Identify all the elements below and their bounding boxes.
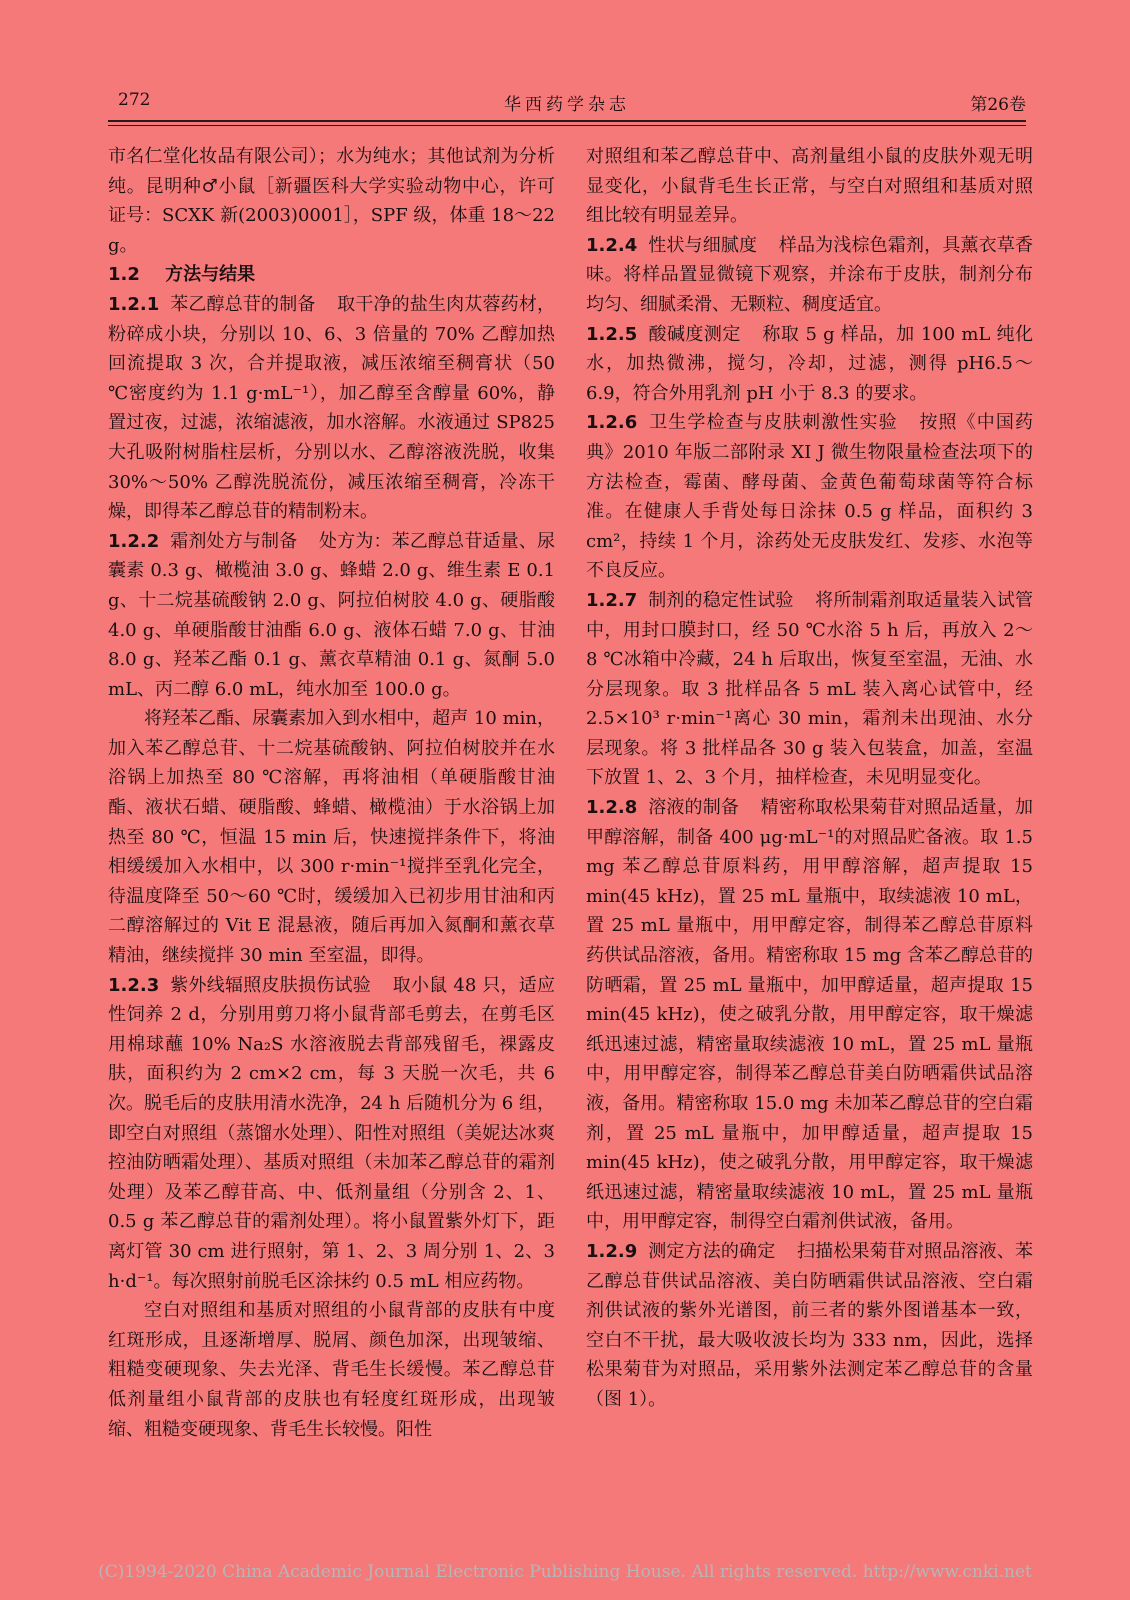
section-number: 1.2.2 [108, 530, 160, 552]
section-title: 方法与结果 [165, 264, 256, 286]
paragraph: 空白对照组和基质对照组的小鼠背部的皮肤有中度红斑形成，且逐渐增厚、脱屑、颜色加深，出现皱缩、粗糙变硬现象、失去光泽、背毛生长缓慢。苯乙醇总苷低剂量组小鼠背部的皮肤也有轻度红斑形成，出现皱缩、粗糙变硬现象、背毛生长较慢。阳性 [108, 1300, 555, 1440]
section-title: 溶液的制备 [648, 797, 740, 819]
section-title: 紫外线辐照皮肤损伤试验 [170, 974, 372, 996]
left-column [108, 142, 555, 1444]
section-title: 卫生学检查与皮肤刺激性实验 [648, 412, 898, 434]
section-1-2-2 [108, 527, 555, 705]
section-title: 制剂的稳定性试验 [648, 589, 794, 611]
paragraph: 将羟苯乙酯、尿囊素加入到水相中，超声 10 min，加入苯乙醇总苷、十二烷基硫酸钠、阿拉伯树胶并在水浴锅上加热至 80 ℃溶解，再将油相（单硬脂酸甘油酯、液状石蜡、硬脂酸、蜂蜡、橄榄油）于水浴锅上加热至 80 ℃，恒温 15 min 后，快速搅拌条件下，将油相缓缓加入水相中，以 300 r·min⁻¹搅拌至乳化完全，待温度降至 50～60 ℃时，缓缓加入已初步用甘油和丙二醇溶解过的 Vit E 混悬液，随后再加入氮酮和薰衣草精油，继续搅拌 30 min 至室温，即得。 [108, 708, 555, 967]
section-text: 样品为浅棕色霜剂，具薰衣草香味。将样品置显微镜下观察，并涂布于皮肤，制剂分布均匀、细腻柔滑、无颗粒、稠度适宜。 [586, 234, 1034, 315]
section-number: 1.2.8 [586, 797, 638, 819]
section-number: 1.2 [108, 264, 140, 286]
section-1-2-8 [586, 793, 1033, 1237]
section-heading-1-2 [108, 260, 555, 290]
section-title: 酸碱度测定 [648, 323, 741, 345]
section-number: 1.2.6 [586, 412, 638, 434]
section-1-2-9 [586, 1237, 1033, 1415]
section-number: 1.2.5 [586, 323, 638, 345]
section-number: 1.2.7 [586, 589, 638, 611]
section-text: 取小鼠 48 只，适应性饲养 2 d，分别用剪刀将小鼠背部毛剪去，在剪毛区用棉球蘸 10% Na₂S 水溶液脱去背部残留毛，裸露皮肤，面积约为 2 cm×2 cm，每 3 天脱一次毛，共 6 次。脱毛后的皮肤用清水洗净，24 h 后随机分为 6 组，即空白对照组（蒸馏水处理）、阳性对照组（美妮达冰爽控油防晒霜处理）、基质对照组（未加苯乙醇总苷的霜剂处理）及苯乙醇苷高、中、低剂量组（分别含 2、1、0.5 g 苯乙醇总苷的霜剂处理）。将小鼠置紫外灯下，距离灯管 30 cm 进行照射，第 1、2、3 周分别 1、2、3 h·d⁻¹。每次照射前脱毛区涂抹约 0.5 mL 相应药物。 [108, 974, 555, 1292]
section-text: 取干净的盐生肉苁蓉药材，粉碎成小块，分别以 10、6、3 倍量的 70% 乙醇加热回流提取 3 次，合并提取液，减压浓缩至稠膏状（50 ℃密度约为 1.1 g·mL⁻¹），加乙醇至含醇量 60%，静置过夜，过滤，浓缩滤液，加水溶解。水液通过 SP825 大孔吸附树脂柱层析，分别以水、乙醇溶液洗脱，收集 30%～50% 乙醇洗脱流份，减压浓缩至稠膏，冷冻干燥，即得苯乙醇总苷的精制粉末。 [108, 293, 556, 523]
section-title: 苯乙醇总苷的制备 [170, 293, 316, 315]
section-number: 1.2.1 [108, 293, 160, 315]
section-number: 1.2.9 [586, 1240, 638, 1262]
paragraph: 市名仁堂化妆品有限公司）；水为纯水；其他试剂为分析纯。昆明种♂小鼠［新疆医科大学实验动物中心，许可证号：SCXK 新(2003)0001］，SPF 级，体重 18～22 g。 [108, 146, 555, 256]
section-title: 霜剂处方与制备 [170, 530, 298, 552]
paragraph: 对照组和苯乙醇总苷中、高剂量组小鼠的皮肤外观无明显变化，小鼠背毛生长正常，与空白对照组和基质对照组比较有明显差异。 [586, 146, 1033, 227]
page-number: 272 [118, 90, 151, 110]
section-title: 性状与细腻度 [648, 234, 758, 256]
section-text: 称取 5 g 样品，加 100 mL 纯化水，加热微沸，搅匀，冷却，过滤，测得 pH6.5～6.9，符合外用乳剂 pH 小于 8.3 的要求。 [586, 323, 1034, 404]
section-number: 1.2.3 [108, 974, 160, 996]
page-header [108, 90, 1026, 120]
journal-title: 华西药学杂志 [504, 95, 630, 115]
section-title: 测定方法的确定 [648, 1240, 776, 1262]
section-1-2-4 [586, 231, 1033, 320]
volume-label: 第26卷 [970, 95, 1026, 115]
section-1-2-5 [586, 320, 1033, 409]
section-1-2-1 [108, 290, 555, 527]
section-1-2-3 [108, 971, 555, 1297]
right-column [586, 142, 1033, 1415]
section-text: 将所制霜剂取适量装入试管中，用封口膜封口，经 50 ℃水浴 5 h 后，再放入 2～8 ℃冰箱中冷藏，24 h 后取出，恢复至室温，无油、水分层现象。取 3 批样品各 5 mL 装入离心试管中，经 2.5×10³ r·min⁻¹离心 30 min，霜剂未出现油、水分层现象。将 3 批样品各 30 g 装入包装盒，加盖，室温下放置 1、2、3 个月，抽样检查，未见明显变化。 [586, 589, 1034, 789]
section-text: 扫描松果菊苷对照品溶液、苯乙醇总苷供试品溶液、美白防晒霜供试品溶液、空白霜剂供试液的紫外光谱图，前三者的紫外图谱基本一致，空白不干扰，最大吸收波长均为 333 nm，因此，选择松果菊苷为对照品，采用紫外法测定苯乙醇总苷的含量（图 1）。 [586, 1240, 1033, 1410]
section-text: 按照《中国药典》2010 年版二部附录 XI J 微生物限量检查法项下的方法检查，霉菌、酵母菌、金黄色葡萄球菌等符合标准。在健康人手背处每日涂抹 0.5 g 样品，面积约 3 cm²，持续 1 个月，涂药处无皮肤发红、发疹、水泡等不良反应。 [586, 412, 1034, 582]
header-rule-thick [108, 120, 1026, 122]
section-text: 精密称取松果菊苷对照品适量，加甲醇溶解，制备 400 μg·mL⁻¹的对照品贮备液。取 1.5 mg 苯乙醇总苷原料药，用甲醇溶解，超声提取 15 min(45 kHz)，置 25 mL 量瓶中，取续滤液 10 mL，置 25 mL 量瓶中，用甲醇定容，制得苯乙醇总苷原料药供试品溶液，备用。精密称取 15 mg 含苯乙醇总苷的防晒霜，置 25 mL 量瓶中，加甲醇适量，超声提取 15 min(45 kHz)，使之破乳分散，用甲醇定容，取干燥滤纸迅速过滤，精密量取续滤液 10 mL，置 25 mL 量瓶中，用甲醇定容，制得苯乙醇总苷美白防晒霜供试品溶液，备用。精密称取 15.0 mg 未加苯乙醇总苷的空白霜剂，置 25 mL 量瓶中，加甲醇适量，超声提取 15 min(45 kHz)，使之破乳分散，用甲醇定容，取干燥滤纸迅速过滤，精密量取续滤液 10 mL，置 25 mL 量瓶中，用甲醇定容，制得空白霜剂供试液，备用。 [586, 797, 1034, 1233]
copyright-footer: (C)1994-2020 China Academic Journal Electronic Publishing House. All rights reserved. http://www.cnki.net [98, 1562, 1032, 1582]
section-1-2-7 [586, 586, 1033, 793]
section-text: 处方为：苯乙醇总苷适量、尿囊素 0.3 g、橄榄油 3.0 g、蜂蜡 2.0 g、维生素 E 0.1 g、十二烷基硫酸钠 2.0 g、阿拉伯树胶 4.0 g、硬脂酸 4.0 g、单硬脂酸甘油酯 6.0 g、液体石蜡 7.0 g、甘油 8.0 g、羟苯乙酯 0.1 g、薰衣草精油 0.1 g、氮酮 5.0 mL、丙二醇 6.0 mL，纯水加至 100.0 g。 [108, 530, 555, 700]
header-rule-thin [108, 125, 1026, 126]
section-1-2-6 [586, 408, 1033, 586]
section-number: 1.2.4 [586, 234, 638, 256]
